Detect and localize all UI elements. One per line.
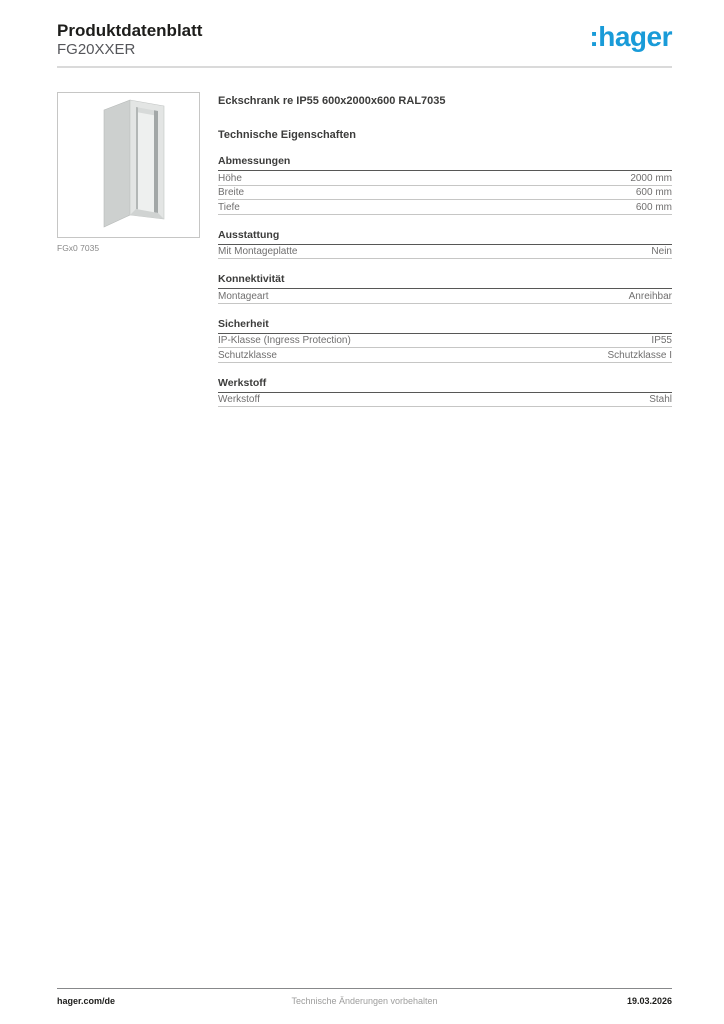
spec-row <box>218 200 672 215</box>
specs-heading: Technische Eigenschaften <box>218 129 356 141</box>
footer-date: 19.03.2026 <box>626 996 672 1006</box>
product-reference: FG20XXER <box>57 41 136 58</box>
section-title: Sicherheit <box>218 318 672 334</box>
spec-row <box>218 289 672 304</box>
spec-value: 600 mm <box>635 201 672 213</box>
spec-value: IP55 <box>651 335 672 346</box>
spec-label: Montageart <box>218 290 269 302</box>
spec-row <box>218 393 672 408</box>
product-image <box>57 92 200 238</box>
spec-row <box>218 334 672 349</box>
product-image-caption: FGx0 7035 <box>57 243 100 253</box>
spec-value: Schutzklasse I <box>607 349 672 361</box>
spec-value: Stahl <box>649 394 672 405</box>
product-name: Eckschrank re IP55 600x2000x600 RAL7035 <box>218 95 446 107</box>
footer-divider <box>57 988 672 989</box>
section-ausstattung <box>218 229 672 260</box>
spec-label: Schutzklasse <box>218 349 277 361</box>
section-werkstoff <box>218 377 672 408</box>
spec-row <box>218 348 672 363</box>
footer-website-link[interactable]: hager.com/de <box>57 996 116 1006</box>
spec-value: 2000 mm <box>630 172 672 184</box>
specs-column <box>218 95 672 407</box>
section-title: Abmessungen <box>218 155 672 171</box>
spec-label: Höhe <box>218 172 242 184</box>
hager-logo: :hager <box>589 21 672 52</box>
spec-row <box>218 245 672 260</box>
spec-label: Mit Montageplatte <box>218 246 298 257</box>
section-abmessungen <box>218 155 672 215</box>
spec-row <box>218 171 672 186</box>
spec-label: Breite <box>218 187 245 198</box>
spec-value: Anreihbar <box>628 290 672 302</box>
spec-value: Nein <box>651 246 672 257</box>
section-title: Konnektivität <box>218 273 672 289</box>
footer-disclaimer: Technische Änderungen vorbehalten <box>291 996 438 1006</box>
spec-label: Werkstoff <box>218 394 260 405</box>
section-konnektivitaet <box>218 273 672 304</box>
cabinet-illustration <box>58 93 197 235</box>
spec-value: 600 mm <box>635 187 672 198</box>
page-title: Produktdatenblatt <box>57 21 203 40</box>
header-divider <box>57 66 672 68</box>
spec-label: Tiefe <box>218 201 240 213</box>
spec-row <box>218 186 672 201</box>
section-sicherheit <box>218 318 672 363</box>
footer <box>57 996 672 1006</box>
section-title: Ausstattung <box>218 229 672 245</box>
spec-label: IP-Klasse (Ingress Protection) <box>218 335 351 346</box>
section-title: Werkstoff <box>218 377 672 393</box>
